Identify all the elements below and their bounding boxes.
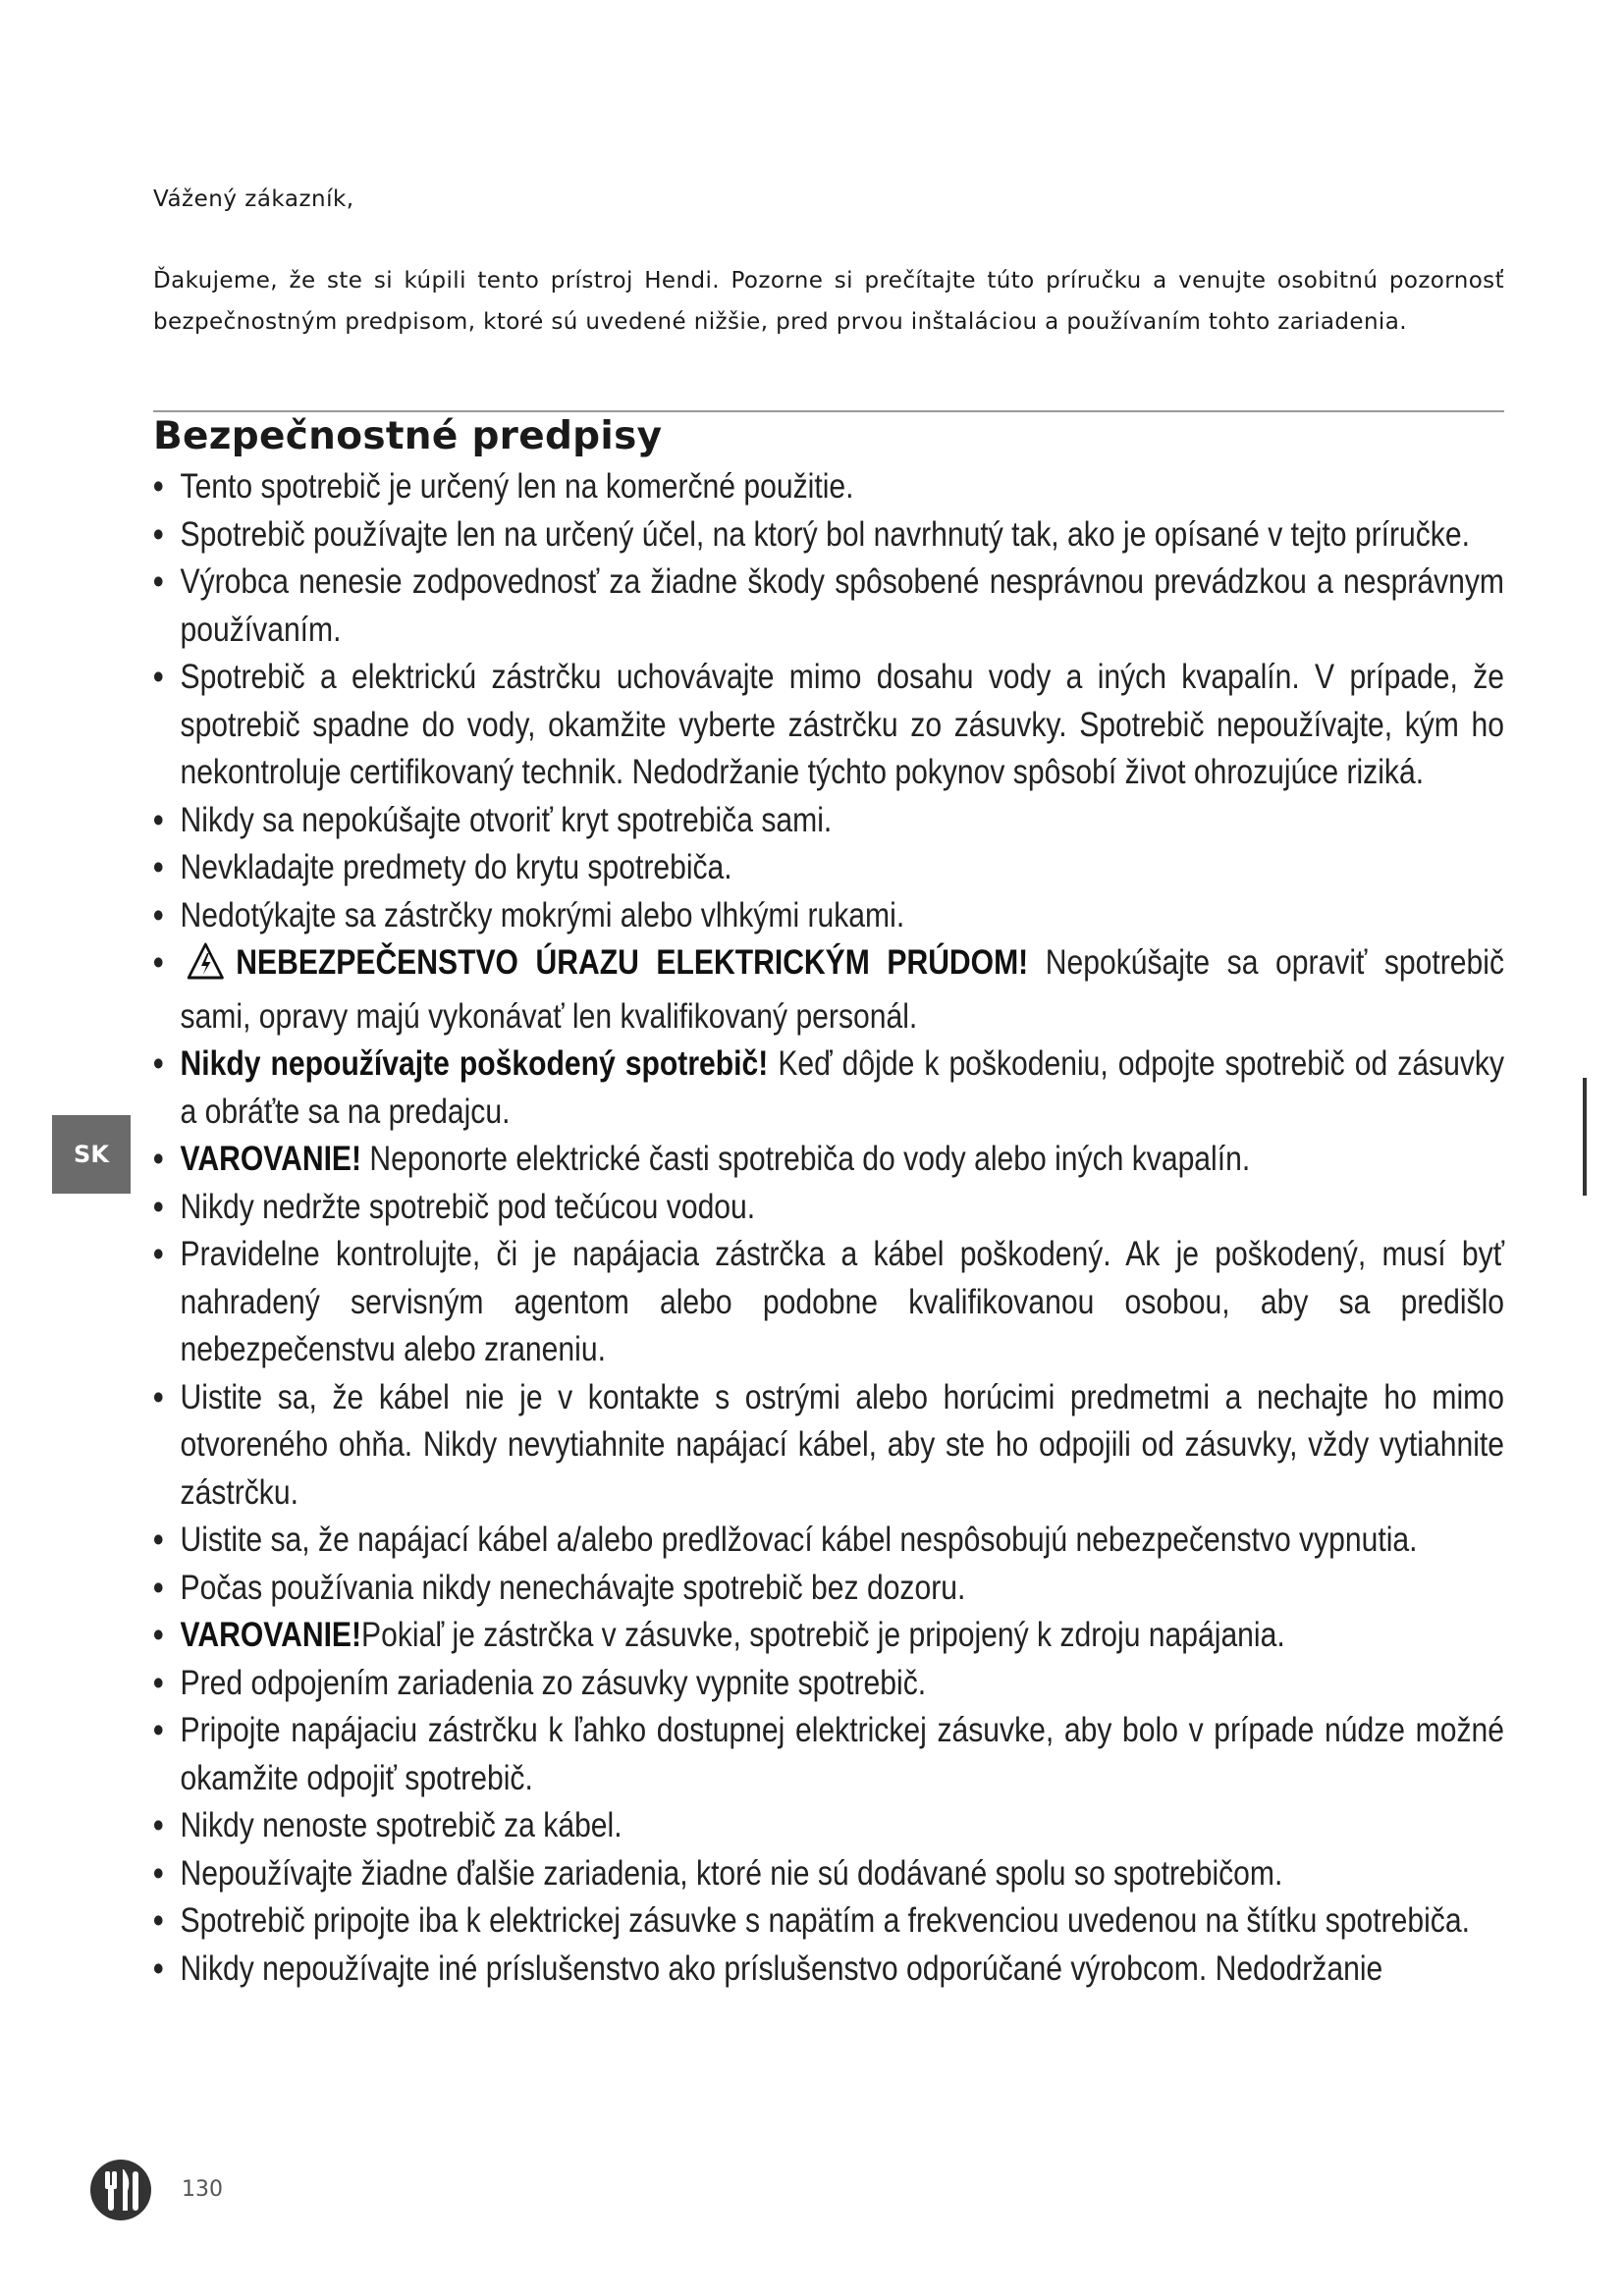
- rule-text: Pokiaľ je zástrčka v zásuvke, spotrebič je pripojený k zdroju napájania.: [361, 1616, 1285, 1654]
- rule-text: Počas používania nikdy nenechávajte spotrebič bez dozoru.: [180, 1568, 966, 1607]
- greeting: Vážený zákazník,: [153, 187, 354, 212]
- rule-text: Uistite sa, že kábel nie je v kontakte s ostrými alebo horúcimi predmetmi a nechajte ho mimo otvoreného ohňa. Nikdy nevytiahnite napájací kábel, aby ste ho odpojili od zásuvky, vždy vytiahnite zástrčku.: [180, 1377, 1504, 1512]
- rule-text: Nikdy sa nepokúšajte otvoriť kryt spotrebiča sami.: [180, 800, 833, 839]
- rule-text: Pripojte napájaciu zástrčku k ľahko dostupnej elektrickej zásuvke, aby bolo v prípade núdze možné okamžite odpojiť spotrebič.: [180, 1711, 1504, 1797]
- safety-rule: • Výrobca nenesie zodpovednosť za žiadne škody spôsobené nesprávnou prevádzkou a nesprávnym používaním.: [153, 562, 1504, 649]
- rule-text: Nedotýkajte sa zástrčky mokrými alebo vlhkými rukami.: [180, 895, 905, 934]
- rule-strong: VAROVANIE!: [180, 1140, 362, 1178]
- rule-text: Nevkladajte predmety do krytu spotrebiča.: [180, 848, 732, 886]
- safety-rule: • Nevkladajte predmety do krytu spotrebiča.: [153, 848, 732, 886]
- rule-text: Spotrebič pripojte iba k elektrickej zásuvke s napätím a frekvenciou uvedenou na štítku spotrebiča.: [180, 1901, 1470, 1940]
- rule-text: Nepokúšajte sa opraviť spotrebič sami, opravy majú vykonávať len kvalifikovaný personál.: [180, 943, 1504, 1036]
- rule-text: Nepoužívajte žiadne ďalšie zariadenia, ktoré nie sú dodávané spolu so spotrebičom.: [180, 1853, 1283, 1893]
- rule-text: Neponorte elektrické časti spotrebiča do vody alebo iných kvapalín.: [361, 1140, 1251, 1178]
- safety-rule-electric-shock: • NEBEZPEČENSTVO ÚRAZU ELEKTRICKÝM PRÚDOM! Nepokúšajte sa opraviť spotrebič sami, opravy majú vykonávať len kvalifikovaný personál.: [153, 943, 1504, 1036]
- rule-text: Pravidelne kontrolujte, či je napájacia zástrčka a kábel poškodený. Ak je poškodený, musí byť nahradený servisným agentom alebo podobne kvalifikovanou osobou, aby sa predišlo nebezpečenstvu alebo zraneniu.: [180, 1235, 1504, 1368]
- safety-rule: • Nikdy nepoužívajte poškodený spotrebič! Keď dôjde k poškodeniu, odpojte spotrebič od zásuvky a obráťte sa na predajcu.: [153, 1044, 1505, 1131]
- safety-rule: • Nikdy nedržte spotrebič pod tečúcou vodou.: [153, 1187, 756, 1226]
- page-number: 130: [182, 2177, 223, 2202]
- rule-text: Výrobca nenesie zodpovednosť za žiadne škody spôsobené nesprávnou prevádzkou a nesprávnym používaním.: [180, 562, 1504, 649]
- electric-shock-warning-icon: [187, 942, 224, 993]
- rule-strong: VAROVANIE!: [180, 1616, 362, 1654]
- divider: [153, 410, 1504, 412]
- section-heading: Bezpečnostné predpisy: [153, 414, 663, 458]
- hendi-cutlery-logo-icon: [88, 2158, 153, 2227]
- rule-strong: Nikdy nepoužívajte poškodený spotrebič!: [180, 1044, 769, 1083]
- margin-marker: [1583, 1078, 1587, 1196]
- safety-rule: • Pred odpojením zariadenia zo zásuvky vypnite spotrebič.: [153, 1663, 927, 1702]
- rule-text: Nikdy nenoste spotrebič za kábel.: [180, 1806, 623, 1844]
- safety-rule: • VAROVANIE! Neponorte elektrické časti spotrebiča do vody alebo iných kvapalín.: [153, 1140, 1251, 1178]
- safety-rule: • Spotrebič používajte len na určený účel, na ktorý bol navrhnutý tak, ako je opísané v tejto príručke.: [153, 514, 1470, 554]
- rule-text: Uistite sa, že napájací kábel a/alebo predlžovací kábel nespôsobujú nebezpečenstvo vypnutia.: [180, 1521, 1418, 1559]
- intro-paragraph: Ďakujeme, že ste si kúpili tento prístroj Hendi. Pozorne si prečítajte túto príručku a venujte osobitnú pozornosť bezpečnostným predpisom, ktoré sú uvedené nižšie, pred prvou inštaláciou a používaním tohto zariadenia.: [153, 268, 1504, 335]
- rule-text: Keď dôjde k poškodeniu, odpojte spotrebič od zásuvky a obráťte sa na predajcu.: [180, 1044, 1505, 1131]
- rule-text: Spotrebič používajte len na určený účel, na ktorý bol navrhnutý tak, ako je opísané v tejto príručke.: [180, 514, 1470, 554]
- safety-rule: • Počas používania nikdy nenechávajte spotrebič bez dozoru.: [153, 1568, 966, 1607]
- safety-rule: • Nedotýkajte sa zástrčky mokrými alebo vlhkými rukami.: [153, 895, 905, 934]
- rule-text: Spotrebič a elektrickú zástrčku uchovávajte mimo dosahu vody a iných kvapalín. V prípade, že spotrebič spadne do vody, okamžite vyberte zástrčku zo zásuvky. Spotrebič nepoužívajte, kým ho nekontroluje certifikovaný technik. Nedodržanie týchto pokynov spôsobí život ohrozujúce riziká.: [180, 658, 1504, 791]
- safety-rule: • Pravidelne kontrolujte, či je napájacia zástrčka a kábel poškodený. Ak je poškodený, musí byť nahradený servisným agentom alebo podobne kvalifikovanou osobou, aby sa predišlo nebezpečenstvu alebo zraneniu.: [153, 1235, 1504, 1368]
- safety-rule: • Nepoužívajte žiadne ďalšie zariadenia, ktoré nie sú dodávané spolu so spotrebičom.: [153, 1853, 1283, 1893]
- rule-text: Tento spotrebič je určený len na komerčné použitie.: [180, 467, 854, 506]
- safety-rule: • Uistite sa, že kábel nie je v kontakte s ostrými alebo horúcimi predmetmi a nechajte ho mimo otvoreného ohňa. Nikdy nevytiahnite napájací kábel, aby ste ho odpojili od zásuvky, vždy vytiahnite zástrčku.: [153, 1377, 1504, 1512]
- safety-rule: • Nikdy sa nepokúšajte otvoriť kryt spotrebiča sami.: [153, 800, 833, 839]
- rule-text: Nikdy nepoužívajte iné príslušenstvo ako príslušenstvo odporúčané výrobcom. Nedodržanie: [180, 1949, 1383, 1988]
- safety-rule: • Uistite sa, že napájací kábel a/alebo predlžovací kábel nespôsobujú nebezpečenstvo vypnutia.: [153, 1521, 1418, 1559]
- safety-rule: • Nikdy nenoste spotrebič za kábel.: [153, 1806, 623, 1844]
- rule-text: Pred odpojením zariadenia zo zásuvky vypnite spotrebič.: [180, 1663, 927, 1702]
- safety-rule: • Nikdy nepoužívajte iné príslušenstvo ako príslušenstvo odporúčané výrobcom. Nedodržanie: [153, 1949, 1383, 1988]
- safety-rules-list: [153, 463, 1504, 1993]
- safety-rule: • Spotrebič a elektrickú zástrčku uchovávajte mimo dosahu vody a iných kvapalín. V prípade, že spotrebič spadne do vody, okamžite vyberte zástrčku zo zásuvky. Spotrebič nepoužívajte, kým ho nekontroluje certifikovaný technik. Nedodržanie týchto pokynov spôsobí život ohrozujúce riziká.: [153, 658, 1504, 791]
- rule-strong: NEBEZPEČENSTVO ÚRAZU ELEKTRICKÝM PRÚDOM!: [236, 943, 1029, 982]
- safety-rule: • VAROVANIE!Pokiaľ je zástrčka v zásuvke, spotrebič je pripojený k zdroju napájania.: [153, 1616, 1285, 1654]
- safety-rule: • Spotrebič pripojte iba k elektrickej zásuvke s napätím a frekvenciou uvedenou na štítku spotrebiča.: [153, 1901, 1470, 1940]
- language-tab: SK: [52, 1115, 131, 1194]
- safety-rule: • Tento spotrebič je určený len na komerčné použitie.: [153, 467, 854, 506]
- rule-text: Nikdy nedržte spotrebič pod tečúcou vodou.: [180, 1187, 756, 1226]
- safety-rule: • Pripojte napájaciu zástrčku k ľahko dostupnej elektrickej zásuvke, aby bolo v prípade núdze možné okamžite odpojiť spotrebič.: [153, 1711, 1504, 1797]
